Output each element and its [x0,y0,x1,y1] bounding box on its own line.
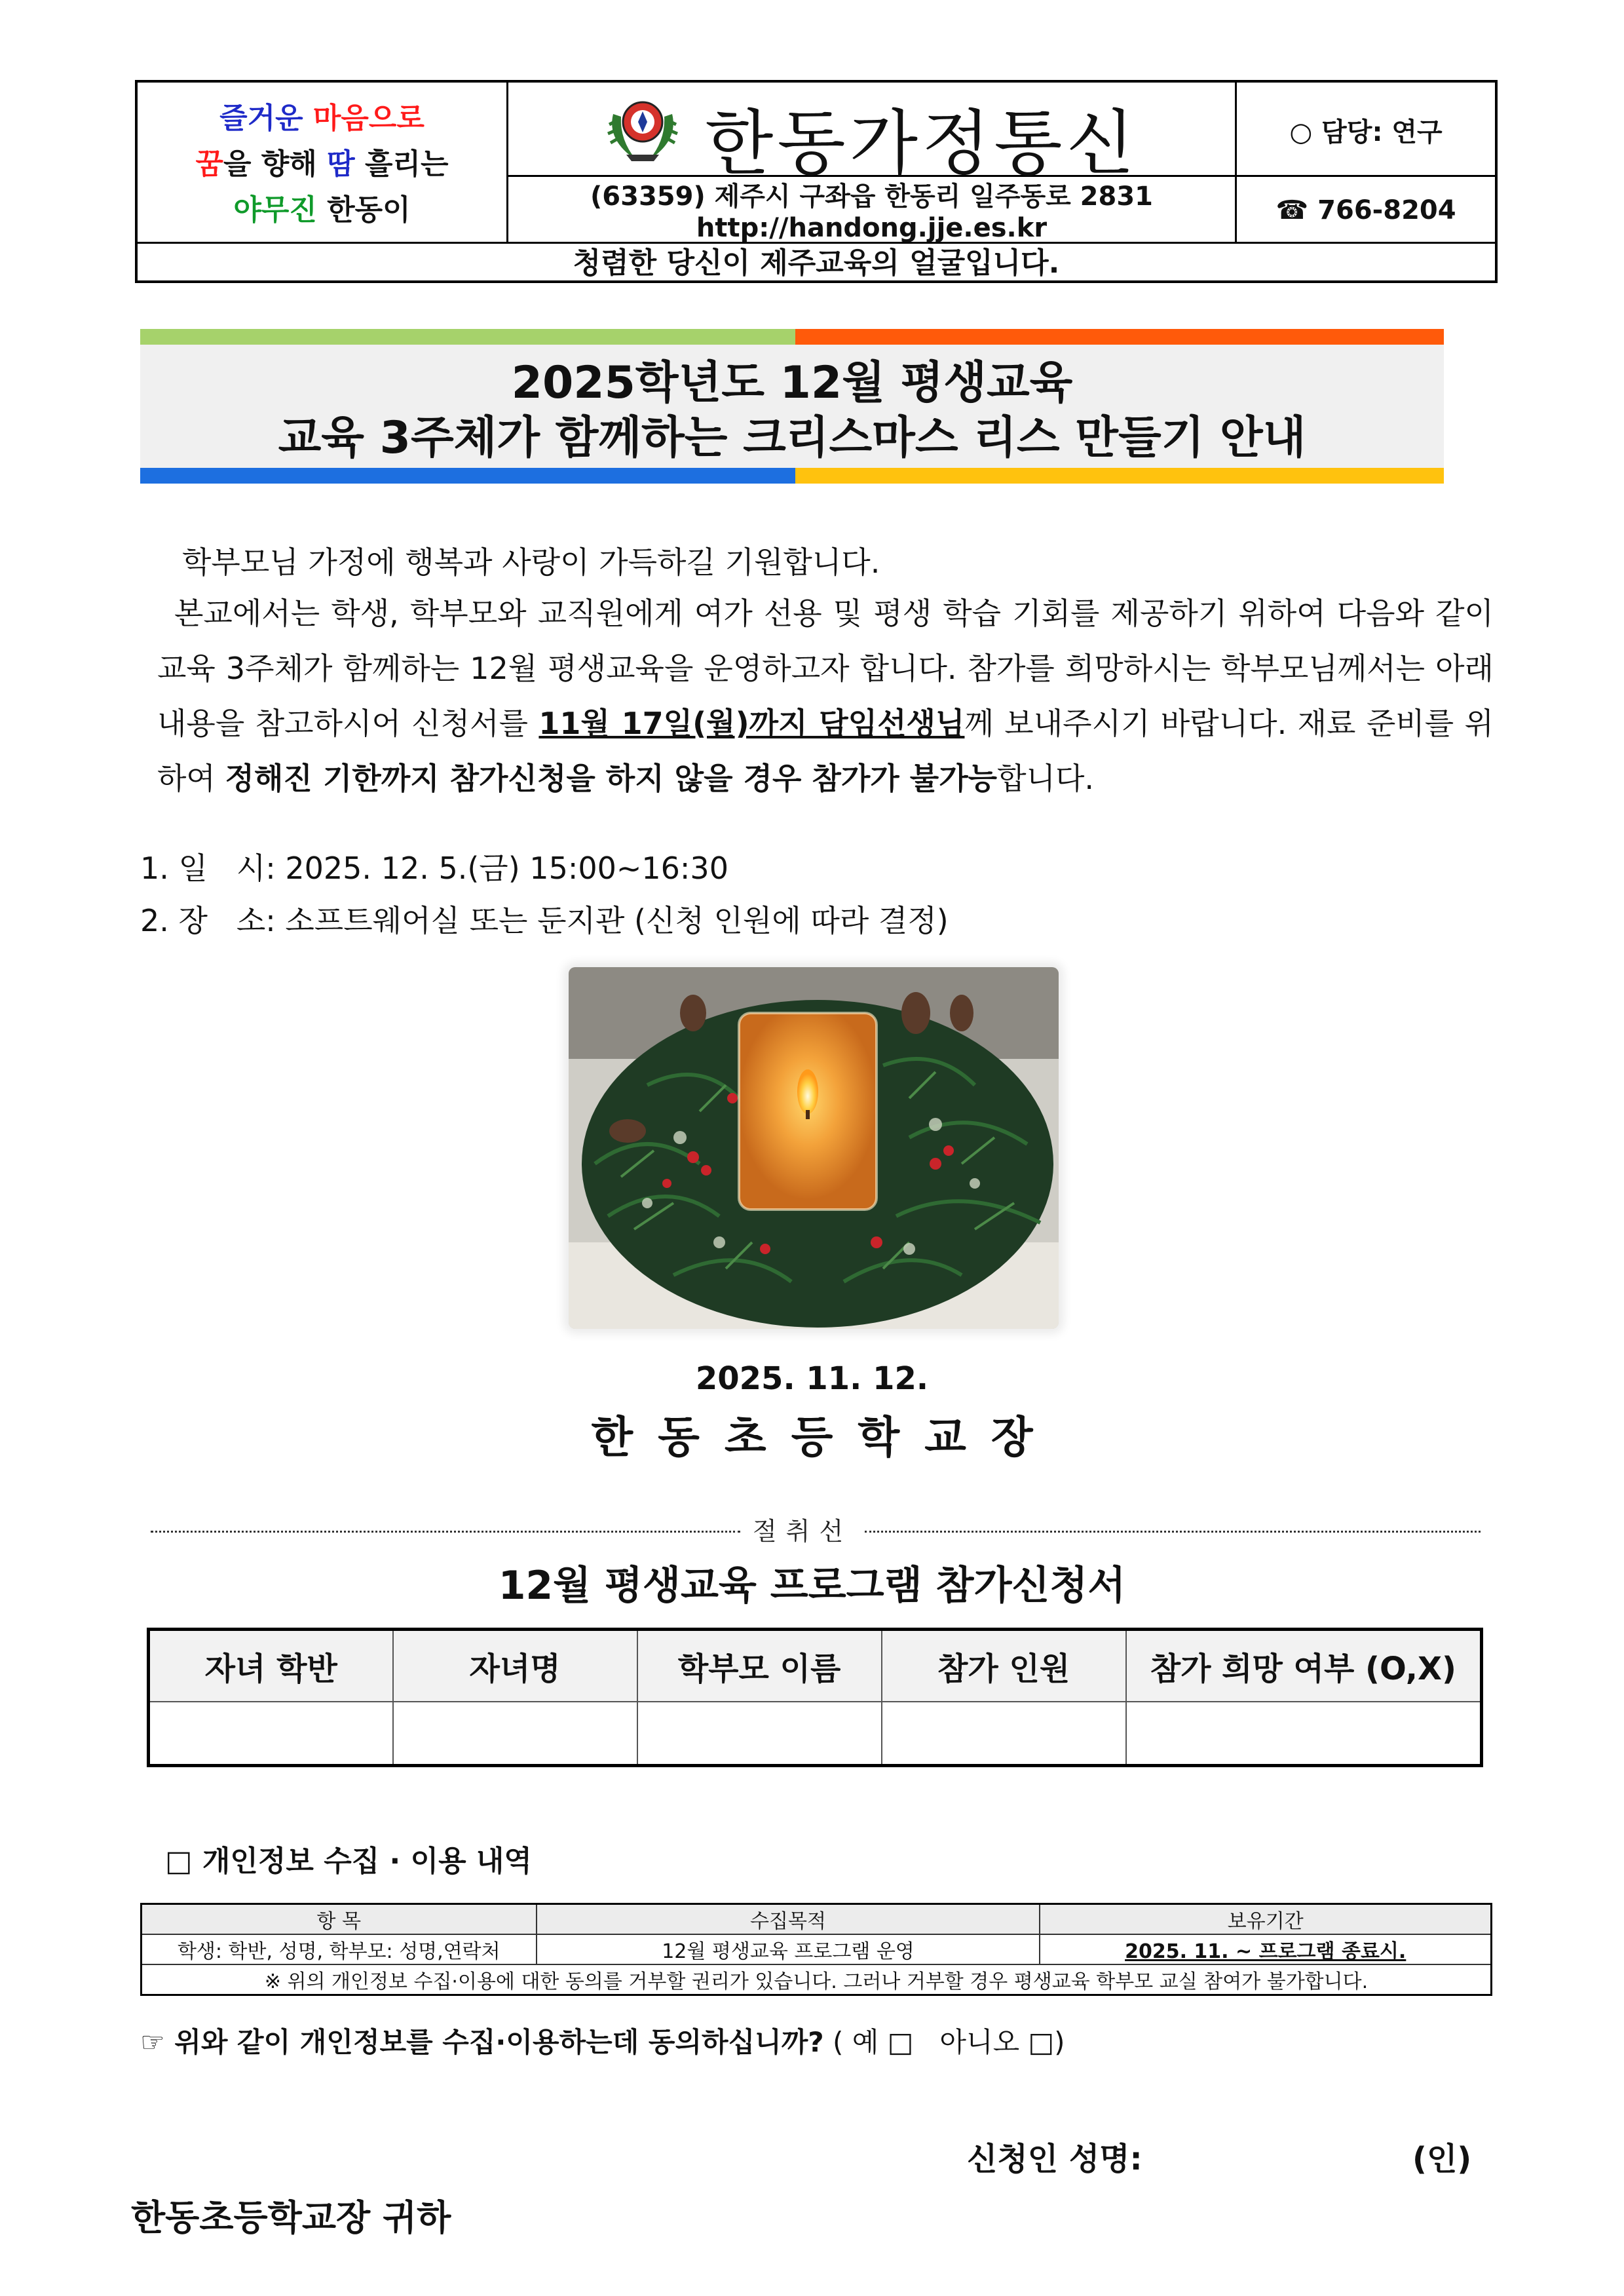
dotted-line [151,1531,740,1533]
column-header: 참가 희망 여부 (O,X) [1126,1630,1482,1702]
column-header: 자녀 학반 [149,1630,393,1702]
applicant-name-label: 신청인 성명: [967,2141,1142,2177]
parent-name-field[interactable] [637,1702,882,1766]
greeting-text: 학부모님 가정에 행복과 사랑이 가득하길 기원합니다. [182,545,880,580]
privacy-items: 학생: 학반, 성명, 학부모: 성명,연락처 [142,1934,537,1964]
table-header-row [149,1630,1482,1702]
seal-label: (인) [1412,2141,1472,2177]
cut-line-label: 절취선 [752,1517,853,1546]
table-row [142,1964,1492,1995]
column-header: 보유기간 [1040,1904,1491,1935]
banner-bar-blue [140,468,795,484]
class-field[interactable] [149,1702,393,1766]
contact-cell [1237,83,1495,242]
christmas-wreath-image [569,967,1059,1329]
application-table [147,1628,1483,1767]
consent-question-text: ☞ 위와 같이 개인정보를 수집·이용하는데 동의하십니까? [140,2026,824,2058]
privacy-retention: 2025. 11. ~ 프로그램 종료시. [1040,1934,1491,1964]
body-text: 본교에서는 학생, 학부모와 교직원에게 여가 선용 및 평생 학습 기회를 제공하기 위하여 다음와 같이 교육 3주체가 함께하는 12월 평생교육을 운영하고자 합니다. 참가를 희망하시는 학부모님께서는 아래 내용을 참고하시어 신청서를 [157,596,1494,741]
slogan-word: 을 향해 [223,147,317,181]
detail-schedule [140,845,728,891]
consent-checkboxes[interactable]: ( 예 □ 아니오 □) [833,2026,1065,2058]
integrity-motto: 청렴한 당신이 제주교육의 얼굴입니다. [573,246,1060,280]
school-url[interactable]: http://handong.jje.es.kr [696,213,1048,243]
slogan-line-3 [138,187,506,233]
masthead-cell [508,83,1237,242]
privacy-purpose: 12월 평생교육 프로그램 운영 [537,1934,1040,1964]
slogan-word: 땀 [327,147,355,181]
slogan-word: 한동이 [327,193,411,227]
consent-question [140,2021,1065,2060]
participation-field[interactable] [1126,1702,1482,1766]
detail-schedule-text: 1. 일 시: 2025. 12. 5.(금) 15:00~16:30 [140,851,728,886]
cut-line [151,1511,1481,1544]
body-text: 합니다. [997,761,1095,796]
detail-location-text: 2. 장 소: 소프트웨어실 또는 둔지관 (신청 인원에 따라 결정) [140,903,949,938]
masthead-row [508,83,1235,185]
column-header: 학부모 이름 [637,1630,882,1702]
school-address: (63359) 제주시 구좌읍 한동리 일주동로 2831 [590,182,1153,212]
slogan-word: 흘리는 [365,147,449,181]
letterhead-box [135,80,1498,283]
body-paragraph [157,586,1494,806]
privacy-note: ※ 위의 개인정보 수집·이용에 대한 동의를 거부할 권리가 있습니다. 그러나 거부할 경우 평생교육 학부모 교실 참여가 불가합니다. [142,1964,1492,1995]
school-slogan [138,83,508,242]
slogan-word: 마음으로 [312,102,425,135]
slogan-line-1 [138,96,506,142]
wreath-photo [569,967,1059,1329]
table-row [149,1702,1482,1766]
banner-bar-orange [795,329,1444,345]
dotted-line [865,1531,1481,1533]
issue-date: 2025. 11. 12. [695,1360,929,1397]
letterhead-top-row [138,83,1495,244]
school-emblem-icon [600,94,685,166]
slogan-word: 야무진 [233,193,317,227]
warning-text: 정해진 기한까지 참가신청을 하지 않을 경우 참가가 불가능 [225,761,998,796]
contact-person: ○ 담당: 연구 [1237,83,1495,177]
deadline-text: 11월 17일(월)까지 담임선생님 [538,706,965,741]
attendee-count-field[interactable] [882,1702,1126,1766]
title-banner [140,329,1444,484]
application-form-title: 12월 평생교육 프로그램 참가신청서 [498,1563,1126,1609]
column-header: 수집목적 [537,1904,1040,1935]
banner-bar-yellow [795,468,1444,484]
table-header-row [142,1904,1492,1935]
phone-number: ☎ 766-8204 [1275,195,1456,225]
newsletter-masthead: 한동가정통신 [705,103,1139,185]
column-header: 항 목 [142,1904,537,1935]
school-address-block [508,181,1235,244]
slogan-word: 즐거운 [219,102,303,135]
child-name-field[interactable] [393,1702,637,1766]
detail-location [140,898,949,944]
table-row [142,1934,1492,1964]
column-header: 자녀명 [393,1630,637,1702]
body-text: 께 보내주시기 바랍니다. 재료 준비를 위하여 [157,706,1494,796]
title-line-2: 교육 3주체가 함께하는 크리스마스 리스 만들기 안내 [278,412,1306,464]
title-line-1: 2025학년도 12월 평생교육 [511,357,1073,409]
slogan-word: 꿈 [195,147,223,181]
banner-bar-green [140,329,795,345]
privacy-heading: □ 개인정보 수집 · 이용 내역 [165,1845,532,1878]
privacy-table [140,1903,1492,1996]
principal-signature: 한동초등학교장 [591,1412,1058,1463]
addressee: 한동초등학교장 귀하 [131,2197,451,2238]
slogan-line-2 [138,142,506,187]
column-header: 참가 인원 [882,1630,1126,1702]
